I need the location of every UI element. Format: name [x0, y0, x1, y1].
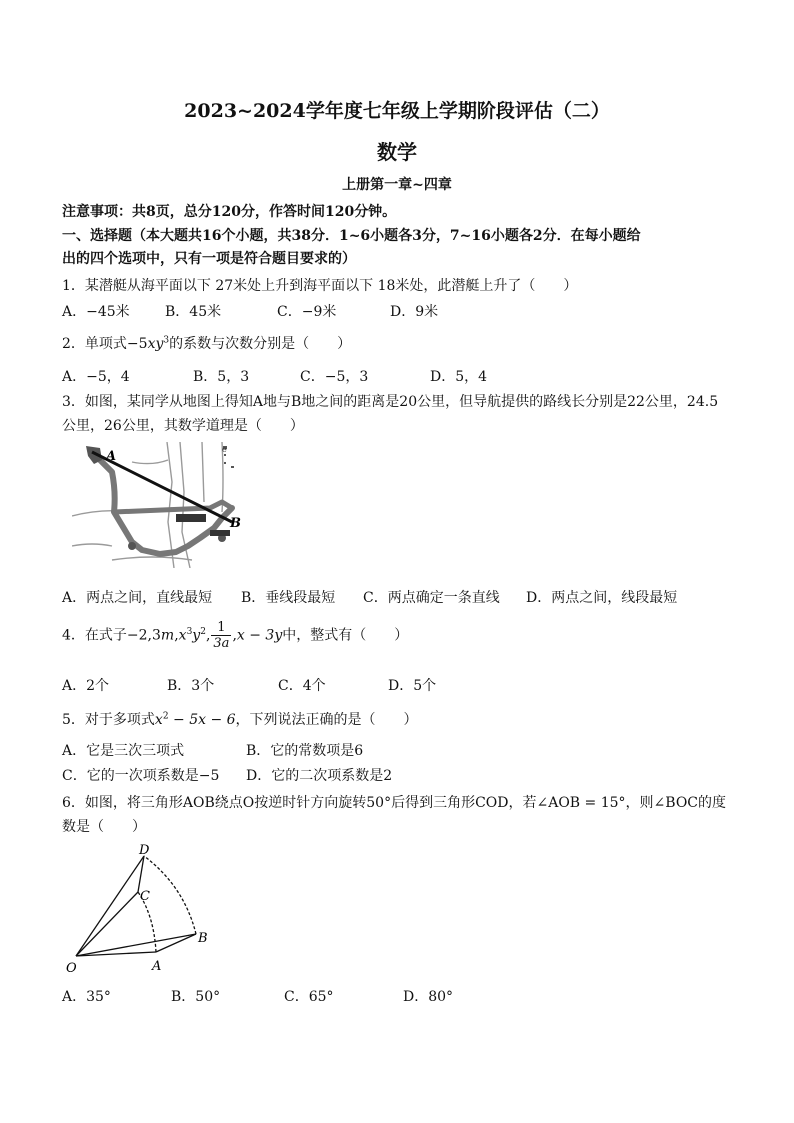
q2-option-d: D．5，4: [430, 369, 488, 385]
notice: 注意事项：共8页，总分120分，作答时间120分钟。: [62, 204, 397, 220]
q4-e1: −2,3: [126, 627, 161, 644]
q3-option-d: D．两点之间，线段最短: [526, 590, 678, 606]
q6-option-a: A．35°: [62, 989, 111, 1005]
q2-stem: [62, 333, 351, 353]
q6-option-c: C．65°: [284, 989, 334, 1005]
q2-option-c: C．−5，3: [300, 369, 369, 385]
q1-option-b: B．45米: [165, 304, 222, 320]
q2-exp: 3: [163, 335, 170, 346]
q1-option-a: A．−45米: [62, 304, 130, 320]
q2-option-a: A．−5，4: [62, 369, 130, 385]
q5-option-b: B．它的常数项是6: [246, 743, 364, 759]
section-heading-line2: 出的四个选项中，只有一项是符合题目要求的）: [62, 251, 356, 267]
q6-rotation-figure: [62, 840, 222, 978]
q4-e2v1: x: [178, 627, 187, 644]
q6-label-a: A: [152, 959, 162, 974]
q3-stem-line2: 公里，26公里，其数学道理是（ ）: [62, 418, 304, 434]
q5-post: ，下列说法正确的是（ ）: [235, 712, 418, 728]
q3-option-c: C．两点确定一条直线: [363, 590, 500, 606]
q4-stem: 4．在式子$-2,3m,x^3y^2$, $\frac{1}{3a}$ ,x − 3y中，整式有（ ）: [62, 620, 409, 651]
q4-frac-num: 1: [211, 620, 231, 636]
q5-poly-a: x: [154, 712, 163, 728]
q4-e2e2: 2: [200, 626, 206, 637]
q6-stem-line1: 6．如图，将三角形AOB绕点O按逆时针方向旋转50°后得到三角形COD，若∠AOB = 15°，则∠BOC的度: [62, 795, 727, 811]
q5-stem: [62, 709, 418, 729]
q3-label-b: B: [230, 516, 241, 531]
q6-stem-line2: 数是（ ）: [62, 819, 146, 835]
q5-option-c: C．它的一次项系数是−5: [62, 768, 220, 784]
q4-option-c: C．4个: [278, 678, 326, 694]
q3-option-a: A．两点之间，直线最短: [62, 590, 213, 606]
q4-option-d: D．5个: [388, 678, 437, 694]
q5-poly-exp: 2: [162, 711, 169, 722]
q5-pre: 5．对于多项式: [62, 712, 155, 728]
q6-label-o: O: [66, 961, 77, 976]
q2-post: 的系数与次数分别是（ ）: [169, 336, 352, 352]
q3-map-figure: [72, 442, 252, 568]
q6-option-b: B．50°: [171, 989, 221, 1005]
q4-e4: x − 3y: [236, 627, 283, 644]
q4-option-b: B．3个: [167, 678, 215, 694]
q6-label-d: D: [139, 843, 150, 858]
q4-e1v: m: [160, 627, 175, 644]
q6-label-c: C: [140, 889, 150, 904]
q4-frac-den: 3a: [213, 636, 230, 651]
q4-post: 中，整式有（ ）: [282, 627, 409, 644]
q6-option-d: D．80°: [403, 989, 454, 1005]
q3-stem-line1: 3．如图，某同学从地图上得知A地与B地之间的距离是20公里，但导航提供的路线长分别是22公里，24.5: [62, 394, 719, 410]
section-heading-line1: 一、选择题（本大题共16个小题，共38分．1~6小题各3分，7~16小题各2分．在每小题给: [62, 228, 641, 244]
q2-var: xy: [147, 336, 164, 352]
q5-option-a: A．它是三次三项式: [62, 743, 185, 759]
q1-stem: 1．某潜艇从海平面以下 27米处上升到海平面以下 18米处，此潜艇上升了（ ）: [62, 278, 578, 294]
q2-option-b: B．5，3: [193, 369, 250, 385]
svg-text:e: e: [222, 445, 227, 454]
q4-option-a: A．2个: [62, 678, 110, 694]
q4-e2v2: y: [192, 627, 201, 644]
q6-label-b: B: [198, 931, 208, 946]
q4-pre: 4．在式子: [62, 627, 127, 644]
q5-poly-b: − 5x − 6: [168, 712, 236, 728]
q2-coef: −5: [126, 336, 148, 352]
q3-option-b: B．垂线段最短: [241, 590, 336, 606]
q5-option-d: D．它的二次项系数是2: [246, 768, 393, 784]
subject-title: 数学: [377, 140, 417, 164]
q4-fraction: [211, 620, 231, 651]
page-title: 2023~2024学年度七年级上学期阶段评估（二）: [184, 100, 610, 122]
q1-option-c: C．−9米: [277, 304, 337, 320]
q3-label-a: A: [106, 449, 117, 464]
scope-subtitle: 上册第一章~四章: [342, 177, 452, 193]
q4-e2e1: 3: [186, 626, 193, 637]
q2-pre: 2．单项式: [62, 336, 127, 352]
q1-option-d: D．9米: [390, 304, 439, 320]
